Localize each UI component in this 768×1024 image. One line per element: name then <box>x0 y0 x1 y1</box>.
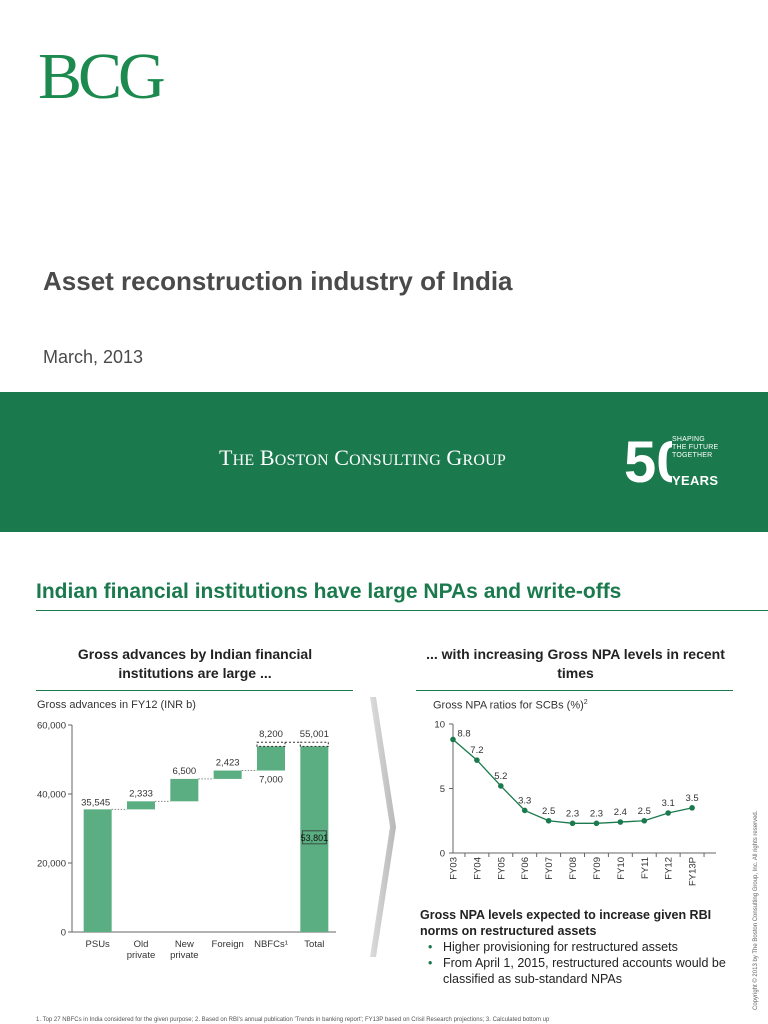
x-tick-label: FY06 <box>520 857 532 880</box>
data-label: 2.3 <box>589 808 604 820</box>
badge-tag-line: THE FUTURE <box>672 444 719 451</box>
y-tick-label: 0 <box>60 927 66 939</box>
copyright-notice: Copyright © 2013 by The Boston Consulting Group, Inc. All rights reserved. <box>753 810 759 1010</box>
y-tick-label: 60,000 <box>36 720 66 732</box>
waterfall-bar <box>84 809 112 932</box>
npa-chart-title: Gross NPA ratios for SCBs (%)$^2$ <box>433 699 588 712</box>
x-tick-label: FY03 <box>448 857 460 880</box>
footnote: 1. Top 27 NBFCs in India considered for the given purpose; 2. Based on RBI's annual publication 'Trends in banking report'; FY13P based on Crisil Research projections; 3. Calculated bottom up <box>36 1017 550 1023</box>
data-label: 2.5 <box>637 805 651 817</box>
x-tick-label: FY10 <box>615 857 627 880</box>
nbfc-alt-box <box>257 742 285 746</box>
x-tick-label: FY11 <box>639 857 651 880</box>
category-label: NBFCs¹ <box>254 939 288 950</box>
y-tick-label: 20,000 <box>36 858 66 870</box>
gross-advances-waterfall-chart <box>36 720 336 960</box>
npa-outlook-heading: Gross NPA levels expected to increase given RBI norms on restructured assets <box>420 908 712 938</box>
data-label: 8.8 <box>457 728 471 740</box>
firm-name: THE BOSTON CONSULTING GROUP <box>219 445 506 470</box>
cover-title: Asset reconstruction industry of India <box>43 266 513 296</box>
x-tick-label: FY08 <box>568 857 580 880</box>
category-label: Total <box>304 939 325 950</box>
value-label: 2,333 <box>129 788 153 800</box>
badge-years-label: YEARS <box>672 473 719 488</box>
data-label: 3.1 <box>661 798 675 810</box>
y-tick-label: 10 <box>434 719 445 731</box>
data-label: 5.2 <box>494 770 508 782</box>
fifty-logo-icon <box>622 430 672 492</box>
fifty-years-badge <box>622 430 732 492</box>
value-label: 2,423 <box>215 757 240 769</box>
data-label: 2.3 <box>565 808 580 820</box>
data-point <box>641 818 647 824</box>
data-point <box>546 818 552 824</box>
value-label: 55,001 <box>299 729 329 741</box>
y-tick-label: 5 <box>439 784 445 795</box>
x-tick-label: FY09 <box>591 857 603 880</box>
badge-tag-line: SHAPING <box>672 436 705 443</box>
waterfall-chart-title: Gross advances in FY12 (INR b) <box>37 699 196 711</box>
x-tick-label: FY05 <box>496 857 508 880</box>
data-label: 3.5 <box>685 792 699 804</box>
data-point <box>498 783 504 789</box>
data-label: 2.4 <box>613 807 627 819</box>
data-label: 7.2 <box>470 745 484 757</box>
gross-npa-line-chart <box>420 712 720 892</box>
fifty-number: 5 <box>624 430 657 492</box>
title-divider <box>36 610 768 611</box>
value-label: 35,545 <box>81 797 111 809</box>
y-tick-label: 0 <box>439 848 445 860</box>
waterfall-bar <box>257 746 285 770</box>
badge-tag-line: TOGETHER <box>672 452 713 459</box>
bullet-item: • From April 1, 2015, restructured accounts would be classified as sub-standard NPAs <box>420 955 730 987</box>
chevron-arrow-icon <box>370 697 396 957</box>
right-panel-heading: ... with increasing Gross NPA levels in recent times <box>426 646 725 681</box>
category-label: Old private <box>126 939 156 960</box>
npa-bullet-list <box>420 939 730 987</box>
value-label: 7,000 <box>259 774 283 786</box>
data-label: 2.5 <box>542 805 556 817</box>
right-panel-divider <box>416 690 733 691</box>
bullet-item: • Higher provisioning for restructured assets <box>420 939 730 955</box>
waterfall-bar <box>170 779 198 801</box>
category-label: PSUs <box>85 939 110 950</box>
left-panel-heading: Gross advances by Indian financial institutions are large ... <box>77 646 313 681</box>
x-tick-label: FY04 <box>472 857 484 880</box>
slide-title: Indian financial institutions have large NPAs and write-offs <box>36 580 622 603</box>
data-point <box>474 757 480 763</box>
category-label: New private <box>170 939 199 960</box>
data-point <box>594 821 600 827</box>
data-point <box>450 737 456 743</box>
data-point <box>522 808 528 814</box>
data-point <box>689 805 695 811</box>
category-label: Foreign <box>211 939 244 950</box>
left-panel-divider <box>36 690 353 691</box>
waterfall-bar <box>214 771 242 779</box>
x-tick-label: FY12 <box>663 857 675 880</box>
y-tick-label: 40,000 <box>36 789 66 801</box>
cover-date: March, 2013 <box>43 347 144 367</box>
green-banner <box>0 392 768 532</box>
value-label: 53,801 <box>300 832 329 843</box>
bcg-logo: BCG <box>38 40 162 113</box>
waterfall-bar <box>127 801 155 809</box>
data-point <box>618 819 624 825</box>
x-tick-label: FY07 <box>544 857 556 880</box>
x-tick-label: FY13P <box>687 857 699 887</box>
total-alt-box <box>300 742 328 746</box>
value-label: 8,200 <box>259 729 283 741</box>
data-point <box>570 821 576 827</box>
data-label: 3.3 <box>518 795 532 807</box>
value-label: 6,500 <box>172 765 197 777</box>
data-point <box>665 810 671 816</box>
